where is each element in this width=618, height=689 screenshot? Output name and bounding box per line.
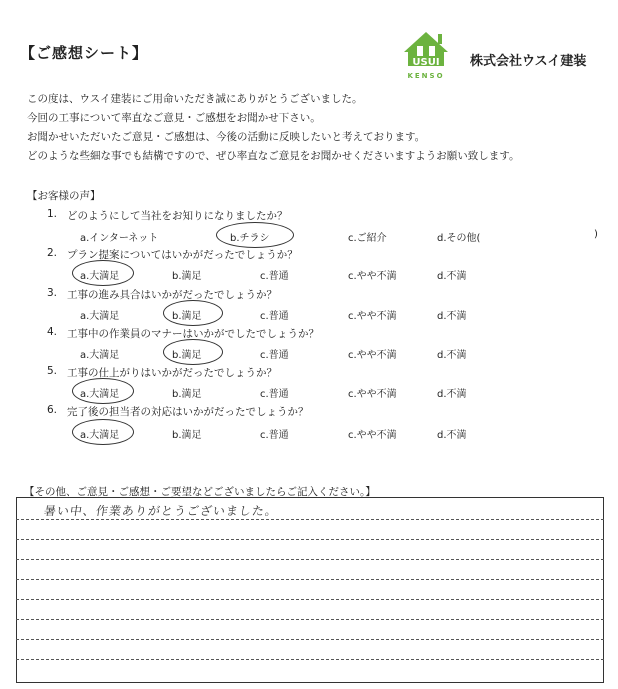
option-satisfied[interactable]: b.満足 [172,350,202,361]
option-somewhat-dissatisfied[interactable]: c.やや不満 [348,389,397,400]
selection-circle [163,339,223,365]
option-neutral[interactable]: c.普通 [260,350,289,361]
intro-line: この度は、ウスイ建装にご用命いただき誠にありがとうございました。 [27,93,363,105]
option-neutral[interactable]: c.普通 [260,311,289,322]
option-dissatisfied[interactable]: d.不満 [437,350,467,361]
comment-line [16,659,604,660]
option-dissatisfied[interactable]: d.不満 [437,271,467,282]
comment-line [16,539,604,540]
option-somewhat-dissatisfied[interactable]: c.やや不満 [348,311,397,322]
option-neutral[interactable]: c.普通 [260,389,289,400]
company-name: 株式会社ウスイ建装 [470,54,587,69]
logo-bottom-text: KENSO [407,72,445,80]
selection-circle [72,419,134,445]
selection-circle [72,378,134,404]
question-text: 工事の進み具合はいかがだったでしょうか？ [67,289,277,301]
option-somewhat-dissatisfied[interactable]: c.やや不満 [348,271,397,282]
question-text: 工事中の作業員のマナーはいかがでしたでしょうか？ [67,328,319,340]
question-number: 4. [47,326,58,338]
question-text: 工事の仕上がりはいかがだったでしょうか？ [67,367,277,379]
option-dissatisfied[interactable]: d.不満 [437,430,467,441]
handwritten-comment: 暑い中、作業ありがとうございました。 [42,504,279,518]
comment-box[interactable] [16,497,604,683]
option-neutral[interactable]: c.普通 [260,430,289,441]
intro-line: 今回の工事について率直なご意見・ご感想をお聞かせ下さい。 [27,112,321,124]
option-very-satisfied[interactable]: a.大満足 [80,430,120,441]
option-very-satisfied[interactable]: a.大満足 [80,271,120,282]
question-number: 6. [47,404,58,416]
comment-line [16,639,604,640]
intro-line: お聞かせいただいたご意見・ご感想は、今後の活動に反映したいと考えております。 [27,131,426,143]
question-number: 1. [47,208,58,220]
option-other-close: ) [594,229,598,240]
intro-line: どのような些細な事でも結構ですので、ぜひ率直なご意見をお聞かせくださいますようお願い致します。 [27,150,520,162]
option-somewhat-dissatisfied[interactable]: c.やや不満 [348,430,397,441]
option-dissatisfied[interactable]: d.不満 [437,389,467,400]
option-satisfied[interactable]: b.満足 [172,311,202,322]
option-very-satisfied[interactable]: a.大満足 [80,389,120,400]
option-very-satisfied[interactable]: a.大満足 [80,311,120,322]
option-satisfied[interactable]: b.満足 [172,430,202,441]
option-very-satisfied[interactable]: a.大満足 [80,350,120,361]
option-other[interactable]: d.その他( [437,233,481,244]
selection-circle [163,300,223,326]
comment-line [16,619,604,620]
comment-line [16,559,604,560]
option-satisfied[interactable]: b.満足 [172,271,202,282]
option-flyer[interactable]: b.チラシ [230,233,270,244]
question-text: どのようにして当社をお知りになりましたか？ [67,210,288,222]
company-logo [394,26,458,82]
customer-voice-header: 【お客様の声】 [27,190,101,202]
logo-top-text: USUI [412,57,440,68]
option-neutral[interactable]: c.普通 [260,271,289,282]
option-satisfied[interactable]: b.満足 [172,389,202,400]
question-number: 3. [47,287,58,299]
comment-line [16,599,604,600]
question-text: プラン提案についてはいかがだったでしょうか？ [67,249,298,261]
option-somewhat-dissatisfied[interactable]: c.やや不満 [348,350,397,361]
comment-line [16,519,604,520]
selection-circle [216,222,294,248]
comment-header: 【その他、ご意見・ご感想・ご要望などございましたらご記入ください。】 [24,486,376,498]
comment-line [16,579,604,580]
question-text: 完了後の担当者の対応はいかがだったでしょうか？ [67,406,309,418]
sheet-title: 【ご感想シート】 [20,44,149,62]
option-internet[interactable]: a.インターネット [80,233,159,244]
question-number: 5. [47,365,58,377]
selection-circle [72,260,134,286]
option-referral[interactable]: c.ご紹介 [348,233,387,244]
question-number: 2. [47,247,58,259]
option-dissatisfied[interactable]: d.不満 [437,311,467,322]
